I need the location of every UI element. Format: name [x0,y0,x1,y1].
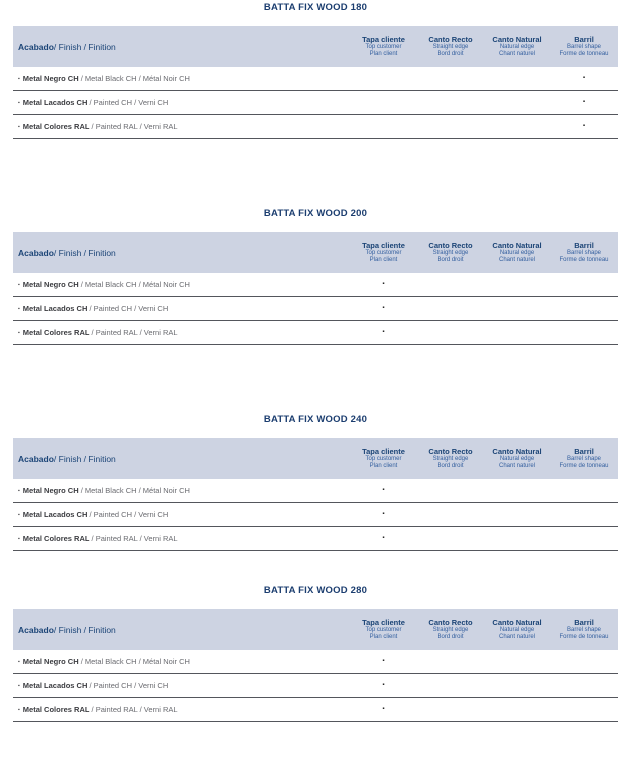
row-translation: / Metal Black CH / Métal Noir CH [78,74,190,83]
column-header-barril [550,26,618,67]
column-sub-label-en: Straight edge [432,44,469,50]
column-sub-label-en: Natural edge [499,44,535,50]
column-header-canto-natural [484,438,550,479]
bullet-icon: ▪ [18,124,20,130]
row-translation: / Metal Black CH / Métal Noir CH [78,657,190,666]
bullet-icon: ▪ [18,100,20,106]
column-sub-label-fr: Forme de tonneau [559,634,609,640]
row-translation: / Metal Black CH / Métal Noir CH [78,486,190,495]
finish-column-header [13,609,350,650]
column-main-label: Canto Natural [492,447,542,456]
bullet-icon: ▪ [18,659,20,665]
column-sub-label-fr: Bord droit [437,51,464,57]
row-name: Metal Negro CH [22,280,79,289]
row-name: Metal Lacados CH [22,510,88,519]
column-main-label: Canto Natural [492,35,542,44]
table-row [13,674,618,698]
finish-header-primary: Acabado [18,453,54,464]
table-header [13,232,618,273]
column-header-tapa-cliente [350,609,417,650]
column-main-label: Barril [574,618,594,627]
column-sub-label-fr: Plan client [369,257,398,263]
table-row [13,273,618,297]
mark-cell-tapa-cliente: ▪ [382,511,385,517]
row-label [13,534,350,543]
row-name: Metal Colores RAL [22,122,90,131]
row-name: Metal Colores RAL [22,328,90,337]
column-sub-label-fr: Chant naturel [498,463,536,469]
table-row [13,91,618,115]
column-sub-label-fr: Chant naturel [498,634,536,640]
bullet-icon: ▪ [18,76,20,82]
column-sub-label-fr: Plan client [369,463,398,469]
table-row [13,479,618,503]
row-label [13,122,350,131]
table-header [13,609,618,650]
bullet-icon: ▪ [18,512,20,518]
column-main-label: Canto Recto [428,35,473,44]
column-sub-label-en: Top customer [365,627,402,633]
row-translation: / Painted CH / Verni CH [87,304,169,313]
column-header-barril [550,438,618,479]
bullet-icon: ▪ [18,707,20,713]
row-label [13,280,350,289]
mark-cell-tapa-cliente: ▪ [382,305,385,311]
table-title: BATTA FIX WOOD 180 [263,2,368,13]
table-row [13,650,618,674]
row-translation: / Painted RAL / Verni RAL [89,122,178,131]
column-sub-label-en: Barrel shape [566,627,602,633]
column-sub-label-fr: Bord droit [437,257,464,263]
row-translation: / Painted CH / Verni CH [87,98,169,107]
finish-header-secondary: / Finish / Finition [53,247,116,258]
column-header-canto-recto [417,609,484,650]
row-name: Metal Negro CH [22,657,79,666]
row-translation: / Metal Black CH / Métal Noir CH [78,280,190,289]
finish-header-secondary: / Finish / Finition [53,624,116,635]
table-title: BATTA FIX WOOD 280 [263,585,368,596]
table-title: BATTA FIX WOOD 200 [263,208,368,219]
row-translation: / Painted RAL / Verni RAL [89,534,178,543]
column-header-canto-recto [417,26,484,67]
column-sub-label-en: Barrel shape [566,44,602,50]
column-main-label: Canto Natural [492,241,542,250]
column-main-label: Canto Recto [428,241,473,250]
column-main-label: Barril [574,447,594,456]
bullet-icon: ▪ [18,282,20,288]
column-sub-label-fr: Bord droit [437,634,464,640]
column-header-canto-recto [417,232,484,273]
column-header-canto-natural [484,26,550,67]
table-row [13,503,618,527]
mark-cell-tapa-cliente: ▪ [382,281,385,287]
column-header-canto-recto [417,438,484,479]
row-translation: / Painted CH / Verni CH [87,510,169,519]
column-sub-label-en: Top customer [365,44,402,50]
finish-header-secondary: / Finish / Finition [53,41,116,52]
row-translation: / Painted CH / Verni CH [87,681,169,690]
row-label [13,98,350,107]
bullet-icon: ▪ [18,536,20,542]
spec-table-batta-fix-wood-240 [13,415,618,551]
column-sub-label-fr: Forme de tonneau [559,463,609,469]
finish-column-header [13,26,350,67]
column-sub-label-fr: Chant naturel [498,257,536,263]
mark-cell-tapa-cliente: ▪ [382,329,385,335]
table-header [13,26,618,67]
table-row [13,321,618,345]
table-title: BATTA FIX WOOD 240 [263,414,368,425]
spec-table-batta-fix-wood-180 [13,3,618,139]
column-sub-label-fr: Forme de tonneau [559,257,609,263]
column-main-label: Canto Natural [492,618,542,627]
bullet-icon: ▪ [18,488,20,494]
mark-cell-tapa-cliente: ▪ [382,535,385,541]
column-sub-label-en: Natural edge [499,250,535,256]
row-label [13,705,350,714]
row-name: Metal Lacados CH [22,304,88,313]
row-label [13,486,350,495]
column-header-barril [550,609,618,650]
column-main-label: Canto Recto [428,618,473,627]
finish-header-primary: Acabado [18,41,54,52]
column-main-label: Tapa cliente [362,447,405,456]
spec-table-batta-fix-wood-280 [13,586,618,722]
mark-cell-tapa-cliente: ▪ [382,487,385,493]
column-main-label: Barril [574,241,594,250]
column-header-tapa-cliente [350,438,417,479]
row-label [13,681,350,690]
mark-cell-tapa-cliente: ▪ [382,682,385,688]
row-translation: / Painted RAL / Verni RAL [89,328,178,337]
column-header-tapa-cliente [350,26,417,67]
finish-header-primary: Acabado [18,624,54,635]
column-header-canto-natural [484,232,550,273]
row-name: Metal Negro CH [22,74,79,83]
mark-cell-tapa-cliente: ▪ [382,658,385,664]
table-row [13,297,618,321]
mark-cell-barril: ▪ [582,99,586,105]
row-name: Metal Lacados CH [22,681,88,690]
table-row [13,115,618,139]
table-header [13,438,618,479]
table-row [13,698,618,722]
bullet-icon: ▪ [18,683,20,689]
column-sub-label-en: Top customer [365,250,402,256]
mark-cell-barril: ▪ [582,75,586,81]
column-header-canto-natural [484,609,550,650]
mark-cell-tapa-cliente: ▪ [382,706,385,712]
column-sub-label-fr: Chant naturel [498,51,536,57]
finish-column-header [13,438,350,479]
column-sub-label-fr: Plan client [369,51,398,57]
column-main-label: Tapa cliente [362,618,405,627]
column-header-barril [550,232,618,273]
spec-table-batta-fix-wood-200 [13,209,618,345]
column-sub-label-en: Barrel shape [566,250,602,256]
mark-cell-barril: ▪ [582,123,586,129]
column-main-label: Barril [574,35,594,44]
column-main-label: Tapa cliente [362,35,405,44]
table-row [13,67,618,91]
column-sub-label-en: Natural edge [499,456,535,462]
row-name: Metal Lacados CH [22,98,88,107]
column-sub-label-en: Barrel shape [566,456,602,462]
column-sub-label-en: Top customer [365,456,402,462]
column-sub-label-en: Straight edge [432,456,469,462]
column-sub-label-en: Straight edge [432,250,469,256]
column-main-label: Tapa cliente [362,241,405,250]
row-name: Metal Negro CH [22,486,79,495]
row-label [13,74,350,83]
bullet-icon: ▪ [18,306,20,312]
row-translation: / Painted RAL / Verni RAL [89,705,178,714]
column-sub-label-en: Straight edge [432,627,469,633]
row-label [13,304,350,313]
finish-header-primary: Acabado [18,247,54,258]
column-sub-label-fr: Bord droit [437,463,464,469]
column-sub-label-en: Natural edge [499,627,535,633]
table-row [13,527,618,551]
row-label [13,328,350,337]
row-label [13,657,350,666]
column-sub-label-fr: Forme de tonneau [559,51,609,57]
column-main-label: Canto Recto [428,447,473,456]
column-header-tapa-cliente [350,232,417,273]
row-label [13,510,350,519]
row-name: Metal Colores RAL [22,705,90,714]
column-sub-label-fr: Plan client [369,634,398,640]
finish-header-secondary: / Finish / Finition [53,453,116,464]
finish-column-header [13,232,350,273]
row-name: Metal Colores RAL [22,534,90,543]
bullet-icon: ▪ [18,330,20,336]
